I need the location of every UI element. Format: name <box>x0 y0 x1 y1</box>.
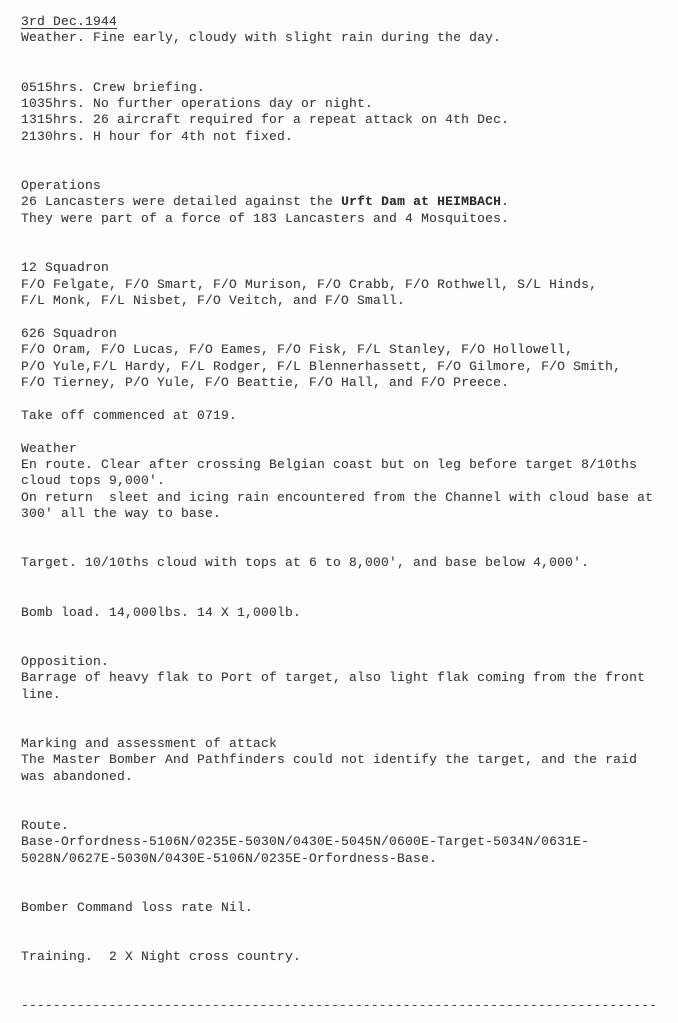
squadron-626-crew-line: F/O Oram, F/O Lucas, F/O Eames, F/O Fisk, F/L Stanley, F/O Hollowell, <box>21 342 574 358</box>
blank-line <box>21 719 678 735</box>
blank-line <box>21 621 678 637</box>
blank-line <box>21 572 678 588</box>
timeline-entry: 1035hrs. No further operations day or night. <box>21 96 374 112</box>
weather-summary-line: Weather. Fine early, cloudy with slight rain during the day. <box>21 30 502 46</box>
marking-detail-line: The Master Bomber And Pathfinders could not identify the target, and the raid <box>21 752 638 768</box>
timeline-entry: 2130hrs. H hour for 4th not fixed. <box>21 128 294 144</box>
weather-detail-line: 300' all the way to base. <box>21 506 222 522</box>
route-heading: Route. <box>21 817 70 833</box>
blank-line <box>21 391 678 407</box>
blank-line <box>21 162 678 178</box>
blank-line <box>21 244 678 260</box>
opposition-detail-line: Barrage of heavy flak to Port of target, also light flak coming from the front <box>21 670 646 686</box>
blank-line <box>21 227 678 243</box>
blank-line <box>21 63 678 79</box>
operations-detail-line: 26 Lancasters were detailed against the Urft Dam at HEIMBACH. <box>21 194 510 210</box>
squadron-12-heading: 12 Squadron <box>21 260 110 276</box>
blank-line <box>21 588 678 604</box>
operations-detail-line: They were part of a force of 183 Lancasters and 4 Mosquitoes. <box>21 210 510 226</box>
loss-rate-line: Bomber Command loss rate Nil. <box>21 899 254 915</box>
blank-line <box>21 785 678 801</box>
weather-detail-line: On return sleet and icing rain encountered from the Channel with cloud base at <box>21 489 654 505</box>
blank-line <box>21 916 678 932</box>
blank-line <box>21 982 678 998</box>
blank-line <box>21 47 678 63</box>
route-detail-line: 5028N/0627E-5030N/0430E-5106N/0235E-Orfordness-Base. <box>21 850 438 866</box>
weather-heading: Weather <box>21 440 78 456</box>
separator-line: -------------------------------------------------------------------------------- <box>21 998 658 1014</box>
blank-line <box>21 145 678 161</box>
operations-heading: Operations <box>21 178 102 194</box>
date-heading: 3rd Dec.1944 <box>21 14 118 29</box>
blank-line <box>21 637 678 653</box>
squadron-626-crew-line: F/O Tierney, P/O Yule, F/O Beattie, F/O Hall, and F/O Preece. <box>21 374 510 390</box>
marking-detail-line: was abandoned. <box>21 768 134 784</box>
squadron-626-heading: 626 Squadron <box>21 325 118 341</box>
blank-line <box>21 424 678 440</box>
takeoff-line: Take off commenced at 0719. <box>21 407 238 423</box>
bomb-load-line: Bomb load. 14,000lbs. 14 X 1,000lb. <box>21 604 302 620</box>
target-line: Target. 10/10ths cloud with tops at 6 to 8,000', and base below 4,000'. <box>21 555 590 571</box>
blank-line <box>21 523 678 539</box>
marking-heading: Marking and assessment of attack <box>21 735 278 751</box>
blank-line <box>21 933 678 949</box>
squadron-626-crew-line: P/O Yule,F/L Hardy, F/L Rodger, F/L Blennerhassett, F/O Gilmore, F/O Smith, <box>21 358 622 374</box>
opposition-heading: Opposition. <box>21 653 110 669</box>
blank-line <box>21 703 678 719</box>
squadron-12-crew-line: F/O Felgate, F/O Smart, F/O Murison, F/O Crabb, F/O Rothwell, S/L Hinds, <box>21 276 598 292</box>
document-body <box>21 14 678 1015</box>
route-detail-line: Base-Orfordness-5106N/0235E-5030N/0430E-5045N/0600E-Target-5034N/0631E- <box>21 834 590 850</box>
blank-line <box>21 966 678 982</box>
training-line: Training. 2 X Night cross country. <box>21 949 302 965</box>
weather-detail-line: En route. Clear after crossing Belgian coast but on leg before target 8/10ths <box>21 456 638 472</box>
blank-line <box>21 884 678 900</box>
timeline-entry: 1315hrs. 26 aircraft required for a repeat attack on 4th Dec. <box>21 112 510 128</box>
timeline-entry: 0515hrs. Crew briefing. <box>21 79 206 95</box>
opposition-detail-line: line. <box>21 686 62 702</box>
weather-detail-line: cloud tops 9,000'. <box>21 473 166 489</box>
squadron-12-crew-line: F/L Monk, F/L Nisbet, F/O Veitch, and F/O Small. <box>21 292 406 308</box>
blank-line <box>21 309 678 325</box>
blank-line <box>21 539 678 555</box>
blank-line <box>21 802 678 818</box>
blank-line <box>21 867 678 883</box>
